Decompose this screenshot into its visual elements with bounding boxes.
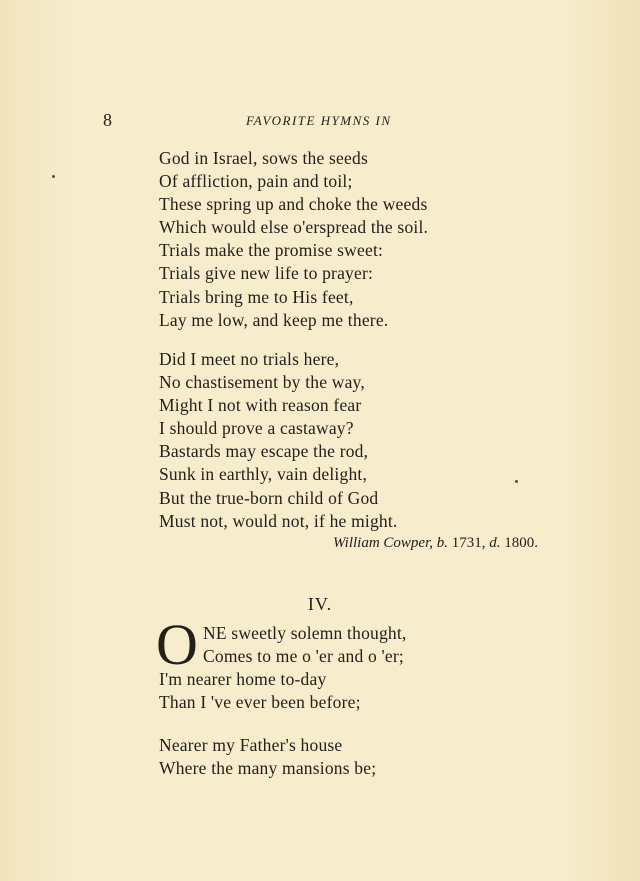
- hymn-numeral: IV.: [307, 594, 333, 614]
- verse-line: Trials make the promise sweet:: [159, 240, 384, 261]
- paper-speck: [515, 480, 518, 483]
- verse-line: Bastards may escape the rod,: [159, 441, 369, 462]
- verse-line: Where the many mansions be;: [159, 758, 377, 779]
- drop-cap: O: [156, 612, 198, 677]
- verse-line: Did I meet no trials here,: [159, 349, 340, 369]
- verse-line: No chastisement by the way,: [159, 372, 365, 393]
- born-year: 1731,: [451, 535, 486, 551]
- verse-line: These spring up and choke the weeds: [159, 194, 428, 215]
- attribution: [333, 535, 538, 552]
- author-name: William Cowper,: [332, 535, 433, 551]
- verse-line: I'm nearer home to-day: [159, 669, 327, 689]
- verse-line: Which would else o'erspread the soil.: [159, 217, 429, 238]
- born-label: b.: [436, 535, 448, 551]
- verse-line: God in Israel, sows the seeds: [159, 148, 368, 168]
- paper-speck: [52, 175, 55, 178]
- died-label: d.: [489, 535, 501, 551]
- verse-line: But the true-born child of God: [159, 487, 379, 508]
- verse-line: Nearer my Father's house: [159, 735, 343, 755]
- hymn-stanza-2: [159, 734, 376, 780]
- hymn-opening: [203, 622, 407, 668]
- hymn-stanza-1-rest: [159, 668, 361, 714]
- verse-line: Trials bring me to His feet,: [159, 286, 354, 307]
- verse-line: I should prove a castaway?: [159, 418, 354, 439]
- verse-line: Sunk in earthly, vain delight,: [159, 464, 368, 485]
- died-year: 1800.: [504, 535, 538, 551]
- verse-line: Might I not with reason fear: [159, 395, 362, 416]
- page-number: 8: [103, 110, 112, 130]
- verse-line: Than I 've ever been before;: [159, 692, 361, 713]
- verse-line: Of affliction, pain and toil;: [159, 171, 353, 192]
- verse-line: Must not, would not, if he might.: [159, 510, 398, 531]
- verse-line: Comes to me o 'er and o 'er;: [203, 646, 404, 667]
- verse-line: Trials give new life to prayer:: [159, 263, 374, 284]
- running-head: FAVORITE HYMNS IN: [246, 113, 392, 128]
- stanza-1: [159, 147, 428, 332]
- verse-line: NE sweetly solemn thought,: [203, 623, 407, 643]
- verse-line: Lay me low, and keep me there.: [159, 309, 389, 330]
- stanza-2: [159, 348, 397, 533]
